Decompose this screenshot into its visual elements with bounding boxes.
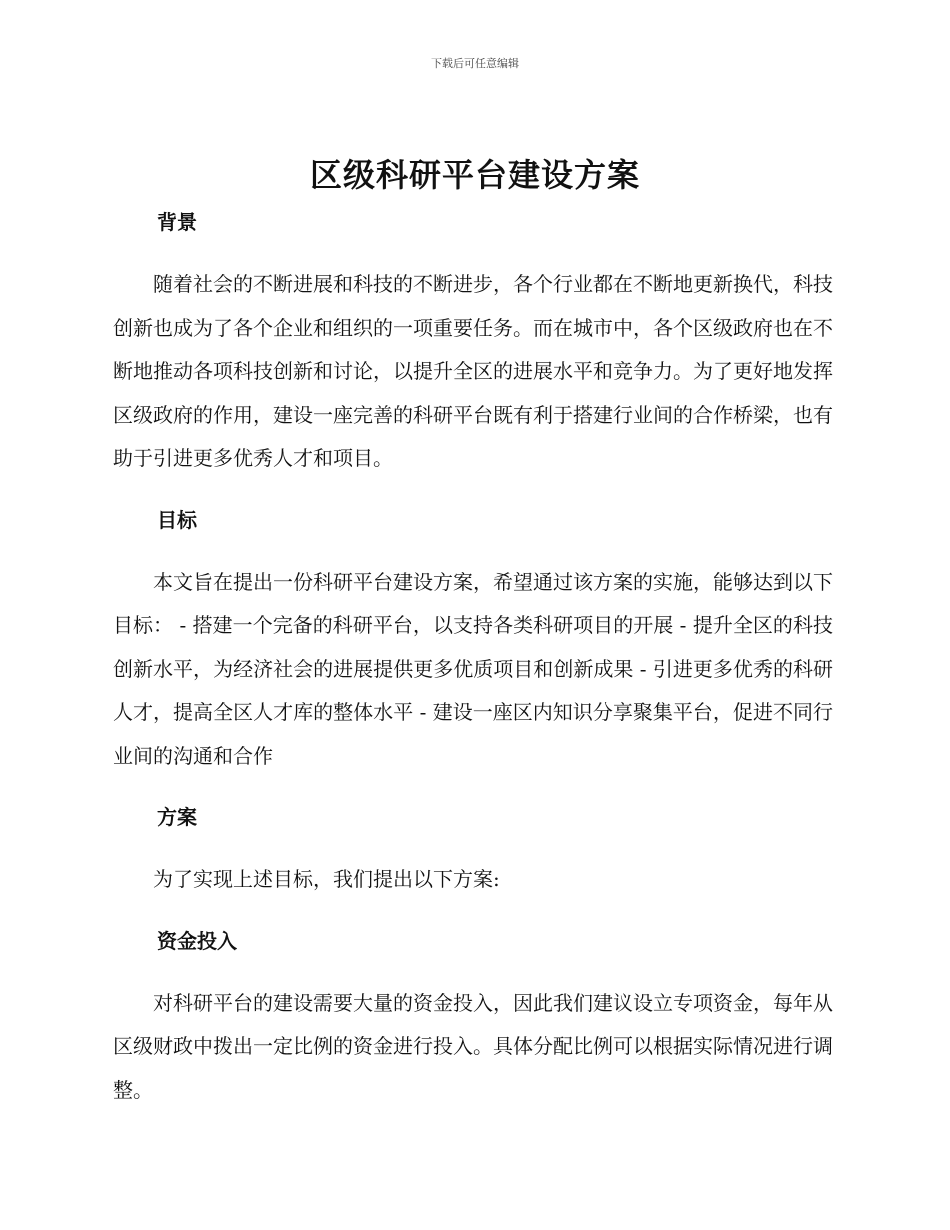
section-heading-funding: 资金投入: [157, 928, 237, 953]
section-heading-plan: 方案: [157, 805, 197, 829]
section-paragraph-goals: 本文旨在提出一份科研平台建设方案，希望通过该方案的实施，能够达到以下目标： - 搭建一个完备的科研平台，以支持各类科研项目的开展 - 提升全区的科技创新水平，为经济社会的进展提供更多优质项目和创新成果 - 引进更多优秀的科研人才，提高全区人才库的整体水平 - 建设一座区内知识分享聚集平台，促进不同行业间的沟通和合作: [113, 569, 833, 768]
section-paragraph-funding: 对科研平台的建设需要大量的资金投入，因此我们建议设立专项资金，每年从区级财政中拨出一定比例的资金进行投入。具体分配比例可以根据实际情况进行调整。: [113, 990, 833, 1102]
header-note: 下载后可任意编辑: [431, 57, 519, 70]
document-title: 区级科研平台建设方案: [309, 156, 640, 194]
section-paragraph-background: 随着社会的不断进展和科技的不断进步，各个行业都在不断地更新换代，科技创新也成为了各个企业和组织的一项重要任务。而在城市中，各个区级政府也在不断地推动各项科技创新和讨论，以提升全区的进展水平和竞争力。为了更好地发挥区级政府的作用，建设一座完善的科研平台既有利于搭建行业间的合作桥梁，也有助于引进更多优秀人才和项目。: [113, 272, 833, 470]
section-heading-goals: 目标: [157, 507, 197, 532]
section-heading-background: 背景: [157, 210, 197, 234]
document-body: [113, 205, 833, 1112]
section-paragraph-plan: 为了实现上述目标，我们提出以下方案:: [153, 867, 500, 891]
